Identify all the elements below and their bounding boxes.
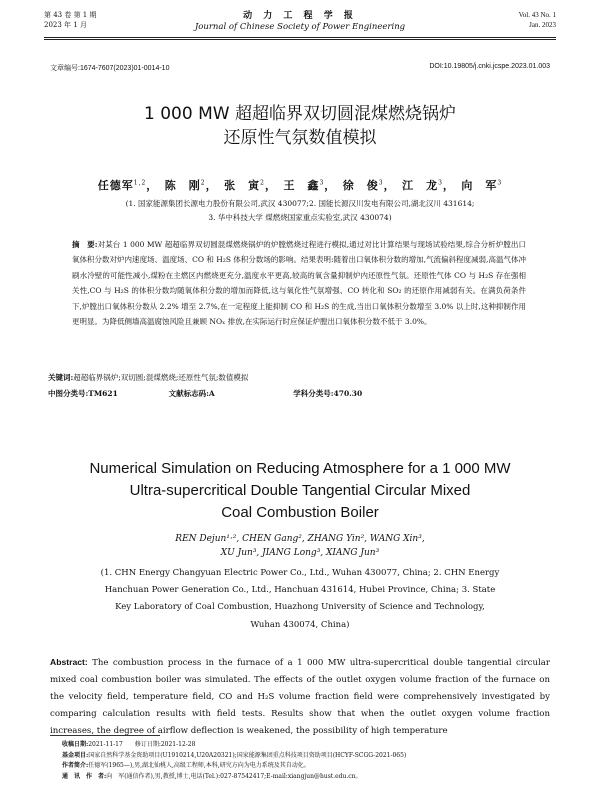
authors-en [40,532,560,560]
affiliations-en [46,565,554,634]
author-cn-affiliation-mark: 2 [260,179,265,187]
author-cn [402,179,443,192]
authors-en-line1: REN Dejun¹·², CHEN Gang², ZHANG Yin², WANG Xin³, [175,534,425,544]
footnote-label: 通 讯 作 者: [62,772,107,780]
keywords-cn-text: 超超临界锅炉;双切圆;混煤燃烧;还原性气氛;数值模拟 [73,373,249,382]
keywords-cn [48,371,550,385]
author-cn-affiliation-mark: 1,2 [133,179,147,187]
header-journal-name [44,10,556,33]
doi: DOI:10.19805/j.cnki.jcspe.2023.01.003 [429,63,550,70]
author-cn-name: 王 鑫 [283,179,320,192]
footnote-author-bio [62,761,550,772]
header-issue-en [519,10,556,30]
author-cn-affiliation-mark: 3 [497,179,503,187]
subject-code: 470.30 [333,389,363,398]
affiliation-cn-line1: (1. 国家能源集团长源电力股份有限公司,武汉 430077;2. 国能长源汉川发电有限公司,湖北汉川 431614; [125,199,475,208]
author-cn-name: 任德军 [97,179,134,192]
footnotes [62,740,550,782]
title-cn-line1: 1 000 MW 超超临界双切圆混煤燃烧锅炉 [144,104,456,124]
journal-name-en: Journal of Chinese Society of Power Engineering [194,22,406,32]
doc-code-label: 文献标志码: [168,389,209,398]
author-cn-name: 向 军 [461,179,498,192]
author-cn [283,179,324,192]
affiliation-en-line3: Key Laboratory of Coal Combustion, Huazhong University of Science and Technology, [115,602,485,613]
footnote-text: 向 军(通信作者),男,教授,博士,电话(Tel.):027-87542417;E-mail:xiangjun@hust.edu.cn。 [106,772,362,780]
footnote-text: 2021-11-17 修订日期:2021-12-28 [88,741,196,748]
footnote-text: 任德军(1965—),男,湖北仙桃人,高级工程师,本科,研究方向为电力系统及其自动化。 [88,762,310,769]
affiliation-en-line2: Hanchuan Power Generation Co., Ltd., Hanchuan 431614, Hubei Province, China; 3. State [104,585,496,596]
running-header [44,10,556,36]
classification-line [48,387,550,401]
author-cn-affiliation-mark: 3 [378,179,384,187]
author-separator: ， [205,179,225,192]
journal-name-cn: 动 力 工 程 学 报 [243,11,357,21]
footnote-text: 国家自然科学基金资助项目(U1910214,U20A20321);国家能源集团重点科技项目资助项目(HCYF-SCGG-2021-065) [88,751,407,759]
header-rule-thin [44,39,556,40]
abstract-cn-text: 对某台 1 000 MW 超超临界双切圆混煤燃烧锅炉的炉膛燃烧过程进行模拟,通过对比计算结果与现场试验结果,综合分析炉膛出口氧体积分数对炉内速度场、温度场、CO 和 H₂S 体积分数场的影响。结果表明:随着出口氧体积分数的增加,气流偏斜程度减弱,高温气体冲刷水冷壁的可能性减小,煤粉在主燃区内燃烧更充分,温度水平更高,较高的氧含量抑制炉内还原性气氛。还原性气体 CO 与 H₂S 存在强相关性,CO 与 H₂S 的体积分数均随氧体积分数的增加而降低,这与氧化性气氛增强、CO 转化和 SO₂ 的还原作用减弱有关。在满负荷条件下,炉膛出口氧体积分数从 2.2% 增至 2.7%,在一定程度上能抑制 CO 和 H₂S 的生成,当出口氧体积分数增至 3.0% 以上时,这种抑制作用更明显。为降低侧墙高温腐蚀风险且兼顾 NOₓ 排放,在实际运行时应保证炉膛出口氧体积分数不低于 3.0%。 [72,240,526,327]
footnote-received [62,740,550,751]
author-separator: ， [324,179,343,192]
article-meta [50,63,550,73]
abstract-en-text: The combustion process in the furnace of a 1 000 MW ultra-supercritical double tangential circular mixed coal combustion boiler was simulated. The effects of the outlet oxygen volume fraction of the furnace on the velocity field, temperature field, CO and H₂S volume fraction field were comprehensively investigated by comparing calculation results with field tests. Results show that when the outlet oxygen volume fraction increases, the degree of airflow deflection is weakened, the possibility of high temperature [50,658,550,736]
title-cn [0,102,600,150]
affiliation-en-line1: (1. CHN Energy Changyuan Electric Power Co., Ltd., Wuhan 430077, China; 2. CHN Energy [100,568,500,578]
header-volume-cn: 第 43 卷 第 1 期 [44,11,97,19]
title-en [40,458,560,524]
authors-en-line2: XU Jun³, JIANG Long³, XIANG Jun³ [220,548,380,558]
footnote-label: 基金项目: [62,751,89,759]
abstract-cn [72,237,526,329]
clc-code: TM621 [88,389,118,398]
affiliations-cn [40,197,560,225]
author-cn [165,179,206,192]
doc-code: A [208,389,215,398]
author-separator: ， [146,179,165,192]
author-cn-affiliation-mark: 3 [438,179,443,187]
footnote-funding [62,751,550,762]
clc-label: 中图分类号: [48,389,89,398]
footnote-label: 作者简介: [62,762,89,769]
affiliation-en-line4: Wuhan 430074, China) [250,619,350,630]
subject-label: 学科分类号: [293,389,334,398]
title-en-line1: Numerical Simulation on Reducing Atmosphere for a 1 000 MW [89,460,511,477]
authors-cn [0,177,600,193]
header-rule [44,37,556,38]
title-en-line2: Ultra-supercritical Double Tangential Circular Mixed [129,482,471,499]
title-en-line3: Coal Combustion Boiler [221,504,379,521]
footnote-rule [50,735,160,736]
keywords-cn-label: 关键词: [48,373,74,382]
author-cn-name: 陈 刚 [164,179,201,192]
author-cn [98,179,147,192]
footnote-label: 收稿日期: [62,741,89,748]
author-cn [343,179,384,192]
affiliation-cn-line2: 3. 华中科技大学 煤燃烧国家重点实验室,武汉 430074) [208,213,392,222]
author-cn [461,179,502,192]
author-cn-name: 张 寅 [224,179,261,192]
header-volume-en: Vol. 43 No. 1 [518,11,556,19]
header-date-en: Jan. 2023 [529,21,556,29]
author-separator: ， [383,179,403,192]
abstract-en [50,654,550,740]
author-cn-name: 江 龙 [402,179,439,192]
abstract-en-label: Abstract: [50,657,88,667]
author-cn-affiliation-mark: 3 [319,179,325,187]
author-separator: ， [442,179,462,192]
title-cn-line2: 还原性气氛数值模拟 [223,128,377,148]
header-date-cn: 2023 年 1 月 [44,21,87,29]
author-cn-affiliation-mark: 2 [200,179,206,187]
article-number: 文章编号:1674-7607(2023)01-0014-10 [50,65,170,72]
footnote-corresponding [62,772,550,783]
author-separator: ， [264,179,284,192]
abstract-cn-label: 摘 要: [72,240,98,249]
author-cn-name: 徐 俊 [342,179,379,192]
author-cn [224,179,265,192]
